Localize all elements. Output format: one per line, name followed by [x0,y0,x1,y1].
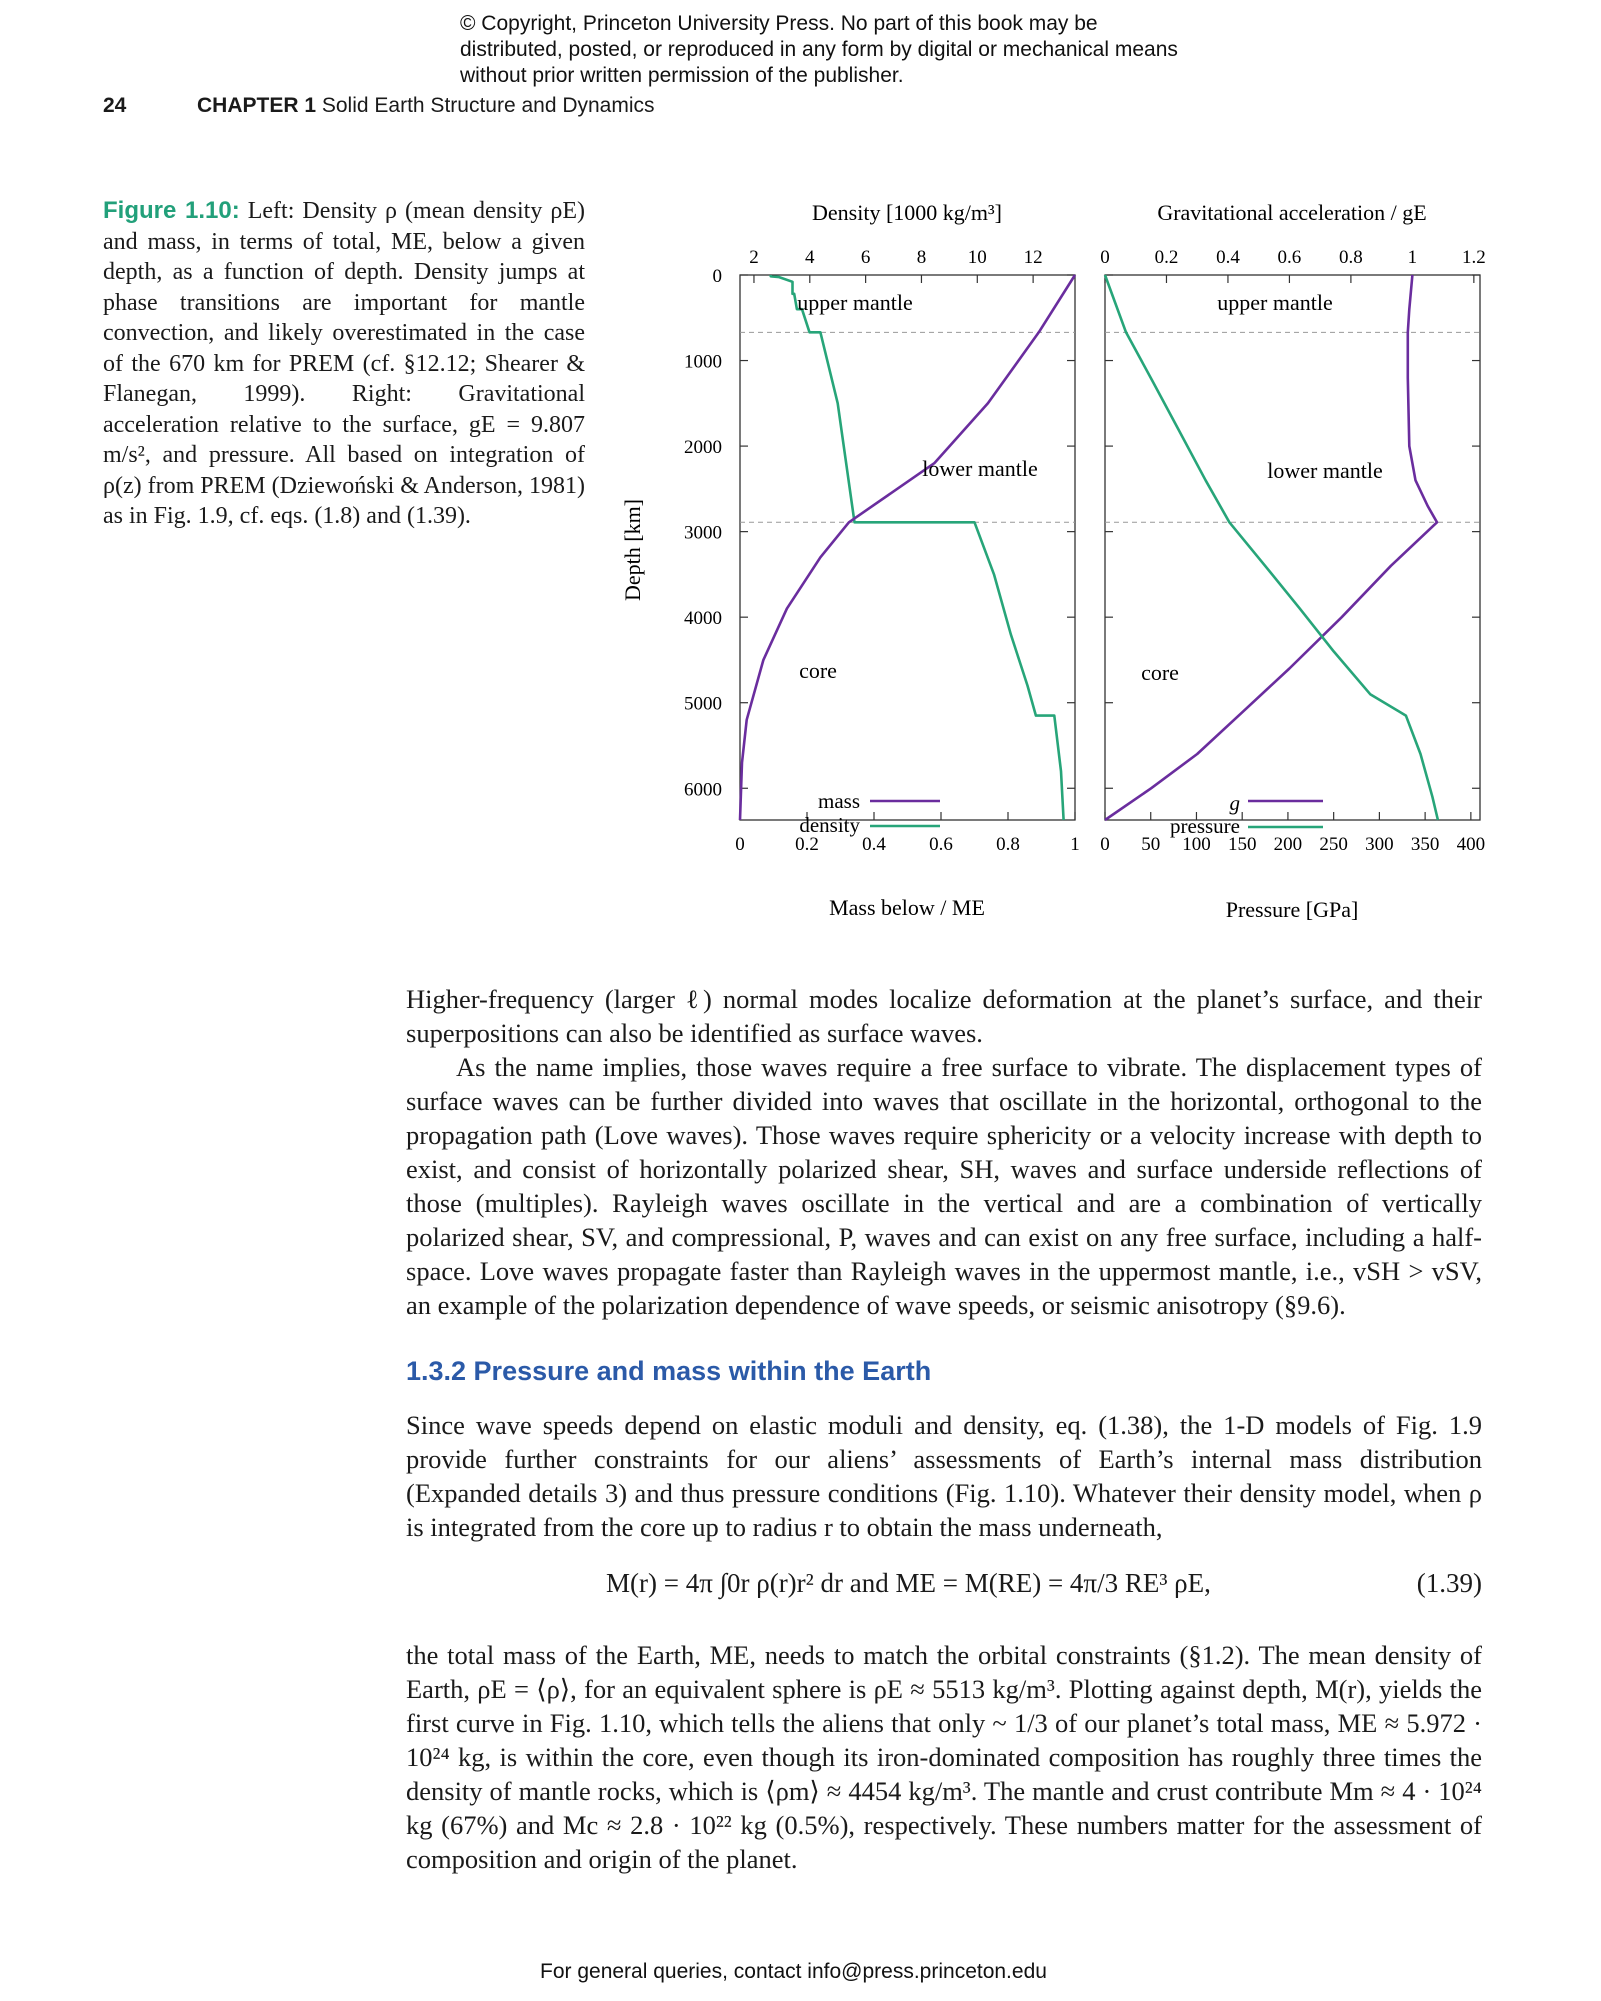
paragraph-3: Since wave speeds depend on elastic moduli and density, eq. (1.38), the 1-D models of Fig. 1.9 provide further constraints for our aliens’ assessments of Earth’s internal mass distribution (Expanded details 3) and thus pressure conditions (Fig. 1.10). Whatever their density model, when ρ is integrated from the core up to radius r to obtain the mass underneath, [406,1410,1482,1542]
left-region-upper-mantle: upper mantle [797,290,913,315]
right-bottom-tick-label: 350 [1410,834,1440,855]
left-top-tick-label: 6 [860,247,871,268]
copyright-notice: © Copyright, Princeton University Press. No part of this book may be distributed, posted, or reproduced in any form by digital or mechanical means without prior written permission of the publisher. [460,12,1178,87]
left-top-tick-label: 10 [967,247,987,268]
running-head [197,94,655,118]
depth-tick-label: 0 [712,266,722,287]
right-bottom-tick-label: 150 [1227,834,1257,855]
left-panel [620,200,1080,920]
equation-body: M(r) = 4π ∫0r ρ(r)r² dr and ME = M(RE) = 4π/3 RE³ ρE, [606,1568,1211,1598]
left-top-axis-label: Density [1000 kg/m³] [812,200,1002,225]
right-top-tick-label: 1 [1407,247,1418,268]
right-top-tick-label: 1.2 [1461,247,1486,268]
depth-tick-label: 1000 [684,351,722,373]
right-top-tick-label: 0.8 [1339,247,1363,268]
left-top-tick-label: 2 [749,247,759,268]
chapter-label: CHAPTER 1 [197,94,317,117]
left-series-density [771,275,1064,820]
figure-label: Figure 1.10: [103,197,240,224]
section-heading: 1.3.2 Pressure and mass within the Earth [406,1356,932,1386]
right-top-axis-label: Gravitational acceleration / gE [1157,200,1427,225]
right-panel-frame [1105,275,1480,820]
footer-contact: For general queries, contact info@press.princeton.edu [540,1960,1047,1983]
left-bottom-tick-label: 0 [735,834,745,855]
right-bottom-tick-label: 100 [1182,834,1211,855]
left-series-mass [740,275,1075,820]
left-bottom-tick-label: 1 [1070,834,1080,855]
right-bottom-tick-label: 200 [1273,834,1303,855]
right-bottom-tick-label: 0 [1100,834,1110,855]
right-bottom-tick-label: 300 [1365,834,1394,855]
right-series-pressure [1105,275,1438,820]
y-axis-label: Depth [km] [620,498,645,602]
equation-1-39 [406,1548,1482,1628]
left-bottom-tick-label: 0.4 [862,834,886,855]
left-bottom-axis-label: Mass below / ME [829,895,985,920]
left-region-lower-mantle: lower mantle [922,456,1038,481]
right-top-tick-label: 0.6 [1277,247,1302,268]
chapter-title: Solid Earth Structure and Dynamics [321,94,655,117]
right-region-core: core [1141,660,1179,685]
depth-tick-label: 2000 [684,437,722,459]
paragraph-1: Higher-frequency (larger ℓ) normal modes localize deformation at the planet’s surface, and their superpositions can also be identified as surface waves. [406,984,1482,1048]
right-top-tick-label: 0.2 [1154,247,1179,268]
left-bottom-tick-label: 0.8 [996,834,1020,855]
left-panel-frame [740,275,1075,820]
right-panel [1100,200,1485,922]
depth-tick-label: 5000 [684,693,722,715]
right-top-tick-label: 0 [1100,247,1110,268]
right-bottom-tick-label: 400 [1456,834,1486,855]
depth-tick-label: 6000 [684,779,722,801]
left-region-core: core [799,658,837,683]
legend-pressure-label: pressure [1170,814,1240,838]
depth-tick-label: 3000 [684,522,722,544]
paragraph-4: the total mass of the Earth, ME, needs to match the orbital constraints (§1.2). The mean density of Earth, ρE = ⟨ρ⟩, for an equivalent sphere is ρE ≈ 5513 kg/m³. Plotting against depth, M(r), yields the first curve in Fig. 1.10, which tells the aliens that only ~ 1/3 of our planet’s total mass, ME ≈ 5.972 · 10²⁴ kg, is within the core, even though its iron-dominated composition has roughly three times the density of mantle rocks, which is ⟨ρm⟩ ≈ 4454 kg/m³. The mantle and crust contribute Mm ≈ 4 · 10²⁴ kg (67%) and Mc ≈ 2.8 · 10²² kg (0.5%), respectively. These numbers matter for the assessment of composition and origin of the planet. [406,1640,1482,1874]
figure-1-10 [620,180,1500,930]
right-region-lower-mantle: lower mantle [1267,458,1383,483]
figure-caption [103,196,585,532]
legend-density-label: density [799,813,860,837]
left-bottom-tick-label: 0.2 [795,834,819,855]
left-bottom-tick-label: 0.6 [929,834,953,855]
right-bottom-tick-label: 50 [1141,834,1161,855]
right-series-g [1105,275,1437,820]
figure-caption-text: Left: Density ρ (mean density ρE) and mass, in terms of total, ME, below a given depth, as a function of depth. Density jumps at phase transitions are important for mantle convection, and likely overestimated in the case of the 670 km for PREM (cf. §12.12; Shearer & Flanegan, 1999). Right: Gravitational acceleration relative to the surface, gE = 9.807 m/s², and pressure. All based on integration of ρ(z) from PREM (Dziewoński & Anderson, 1981) as in Fig. 1.9, cf. eqs. (1.8) and (1.39). [103,198,585,529]
right-bottom-tick-label: 250 [1319,834,1348,855]
paragraph-2: As the name implies, those waves require a free surface to vibrate. The displacement types of surface waves can be further divided into waves that oscillate in the horizontal, orthogonal to the propagation path (Love waves). Those waves require sphericity or a velocity increase with depth to exist, and consist of horizontally polarized shear, SH, waves and surface underside reflections of those (multiples). Rayleigh waves oscillate in the vertical and are a combination of vertically polarized shear, SV, and compressional, P, waves and can exist on any free surface, including a half-space. Love waves propagate faster than Rayleigh waves in the uppermost mantle, i.e., vSH > vSV, an example of the polarization dependence of wave speeds, or seismic anisotropy (§9.6). [406,1052,1482,1320]
legend-g-label: g [1229,791,1240,815]
right-region-upper-mantle: upper mantle [1217,290,1333,315]
left-top-tick-label: 4 [805,247,815,268]
page-number: 24 [103,94,127,117]
legend-mass-label: mass [818,789,860,813]
right-bottom-axis-label: Pressure [GPa] [1225,897,1359,922]
left-top-tick-label: 12 [1023,247,1043,268]
depth-tick-label: 4000 [684,608,722,630]
equation-number: (1.39) [1416,1568,1482,1598]
left-top-tick-label: 8 [916,247,927,268]
right-top-tick-label: 0.4 [1216,247,1240,268]
